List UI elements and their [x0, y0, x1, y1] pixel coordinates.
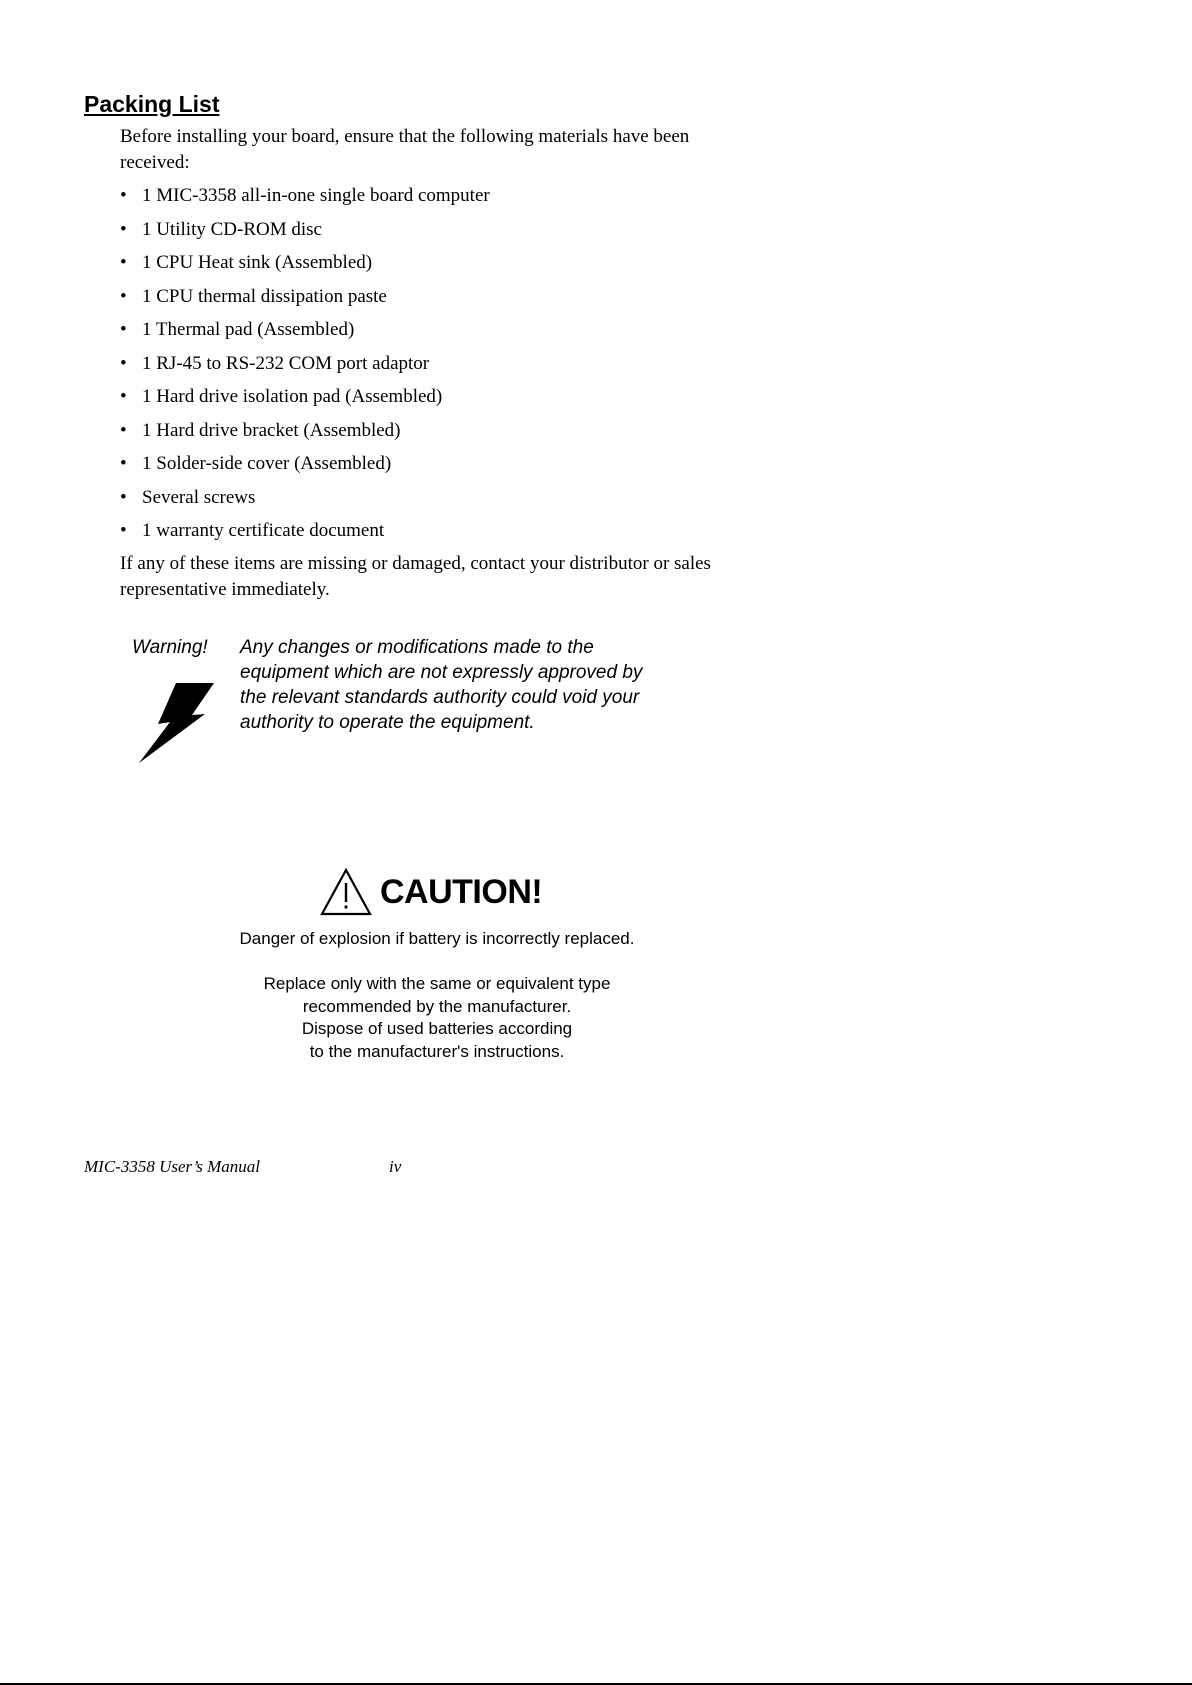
list-item-text: 1 MIC-3358 all-in-one single board computer: [142, 185, 490, 206]
caution-instruction-line: recommended by the manufacturer.: [302, 996, 572, 1016]
bullet-icon: •: [120, 319, 127, 340]
bullet-icon: •: [120, 520, 127, 541]
list-item: [120, 217, 490, 251]
bullet-icon: •: [120, 252, 127, 273]
packing-list: [120, 183, 490, 552]
list-item: [120, 485, 490, 519]
warning-label: Warning!: [132, 637, 208, 658]
warning-text: Any changes or modifications made to the equipment which are not expressly approved by the relevant standards authority could void your authority to operate the equipment.: [240, 637, 643, 733]
bullet-icon: •: [120, 386, 127, 407]
bullet-icon: •: [120, 486, 127, 508]
list-item: [120, 518, 490, 552]
page-title: Packing List: [84, 91, 220, 117]
bullet-icon: •: [120, 352, 127, 374]
bullet-icon: •: [120, 419, 127, 441]
caution-header: [320, 866, 542, 918]
list-item: [120, 418, 490, 452]
intro-paragraph: Before installing your board, ensure that the following materials have been received:: [120, 126, 690, 173]
list-item: [120, 284, 490, 318]
list-item-text: 1 warranty certificate document: [142, 520, 385, 541]
list-item-text: 1 Utility CD-ROM disc: [142, 218, 322, 240]
list-item: [120, 351, 490, 385]
warning-triangle-icon: [320, 867, 372, 917]
bullet-icon: •: [120, 453, 127, 474]
list-item: [120, 250, 490, 284]
list-item-text: 1 Solder-side cover (Assembled): [142, 453, 392, 474]
list-item: [120, 451, 490, 485]
caution-instruction-line: Dispose of used batteries according: [301, 1019, 573, 1038]
footer-manual-title: MIC-3358 User’s Manual: [84, 1157, 260, 1176]
caution-instructions: [0, 973, 874, 1063]
caution-danger-text: Danger of explosion if battery is incorrectly replaced.: [239, 929, 635, 948]
list-item-text: 1 Hard drive isolation pad (Assembled): [142, 386, 443, 407]
list-item: [120, 183, 490, 217]
bullet-icon: •: [120, 185, 127, 206]
list-item-text: 1 RJ-45 to RS-232 COM port adaptor: [142, 352, 430, 374]
caution-instruction-line: to the manufacturer's instructions.: [309, 1041, 565, 1061]
caution-instruction-line: Replace only with the same or equivalent type: [263, 974, 611, 993]
list-item-text: 1 CPU thermal dissipation paste: [142, 285, 387, 307]
list-item-text: 1 CPU Heat sink (Assembled): [142, 252, 373, 273]
bullet-icon: •: [120, 218, 127, 240]
caution-title: CAUTION!: [380, 872, 543, 911]
list-item-text: Several screws: [142, 486, 256, 508]
list-item-text: 1 Thermal pad (Assembled): [142, 319, 355, 340]
list-item: [120, 384, 490, 418]
lightning-bolt-icon: [138, 682, 216, 764]
list-item: [120, 317, 490, 351]
outro-paragraph: If any of these items are missing or damaged, contact your distributor or sales representative immediately.: [120, 553, 711, 600]
bullet-icon: •: [120, 285, 127, 307]
list-item-text: 1 Hard drive bracket (Assembled): [142, 419, 401, 441]
footer-page-number: iv: [389, 1157, 402, 1176]
